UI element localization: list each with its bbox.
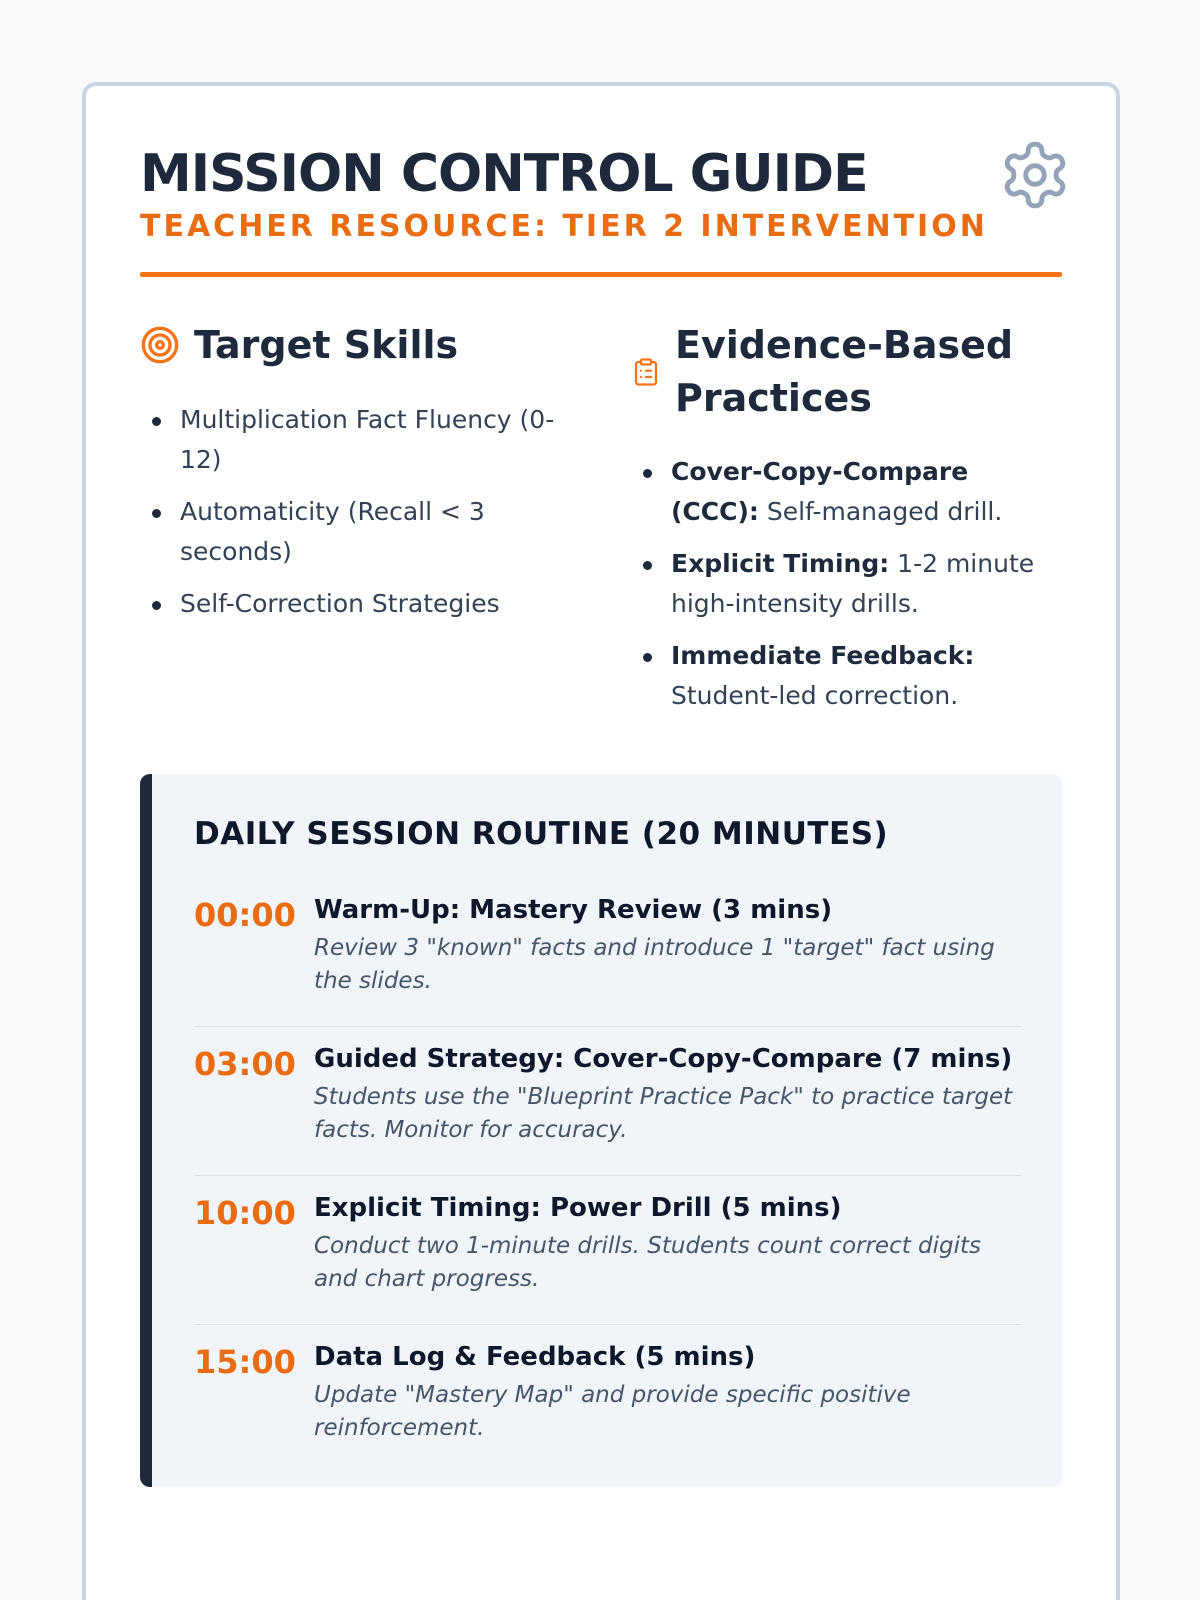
step-title: Data Log & Feedback (5 mins) [314,1342,756,1373]
step-description: Conduct two 1-minute drills. Students count correct digits and chart progress. [314,1233,982,1293]
routine-step [194,1176,1022,1325]
step-title: Explicit Timing: Power Drill (5 mins) [314,1193,842,1224]
header [140,146,1062,244]
step-body [314,1339,1022,1445]
practice-desc: 1-2 minute high-intensity drills. [671,549,1035,619]
practices-list [641,452,1062,716]
target-icon [140,325,180,365]
routine-step [194,1027,1022,1176]
list-item: Automaticity (Recall < 3 seconds) [150,492,571,572]
target-skills-list [150,400,571,624]
routine-heading: DAILY SESSION ROUTINE (20 MINUTES) [194,816,889,853]
step-time: 03:00 [194,1045,296,1084]
step-body [314,892,1022,998]
routine-panel [140,774,1062,1487]
gear-icon[interactable] [998,138,1072,212]
list-item: Self-Correction Strategies [150,584,571,624]
step-time: 00:00 [194,896,296,935]
page-title: MISSION CONTROL GUIDE [140,144,868,204]
guide-card [82,82,1120,1600]
step-title: Guided Strategy: Cover-Copy-Compare (7 mins) [314,1044,1013,1075]
target-skills-heading: Target Skills [194,323,459,368]
list-item [641,452,1062,532]
step-description: Review 3 "known" facts and introduce 1 "target" fact using the slides. [314,935,995,995]
routine-step [194,878,1022,1027]
step-body [314,1041,1022,1147]
practices-heading: Evidence-Based Practices [675,323,1014,420]
practices-header [631,319,1062,424]
practices-section [611,319,1062,728]
info-columns [140,319,1062,728]
step-description: Update "Mastery Map" and provide specific positive reinforcement. [314,1382,911,1442]
practice-term: Explicit Timing: [671,549,890,579]
header-divider [140,272,1062,277]
target-skills-section [140,319,611,728]
list-item: Multiplication Fact Fluency (0-12) [150,400,571,480]
target-skills-header [140,319,571,371]
routine-step [194,1325,1022,1451]
page-subtitle: TEACHER RESOURCE: TIER 2 INTERVENTION [140,209,988,245]
practice-desc: Self-managed drill. [766,497,1003,527]
step-description: Students use the "Blueprint Practice Pack" to practice target facts. Monitor for accuracy. [314,1084,1013,1144]
practice-desc: Student-led correction. [671,681,959,711]
practice-term: Cover-Copy-Compare (CCC): [671,457,969,527]
step-title: Warm-Up: Mastery Review (3 mins) [314,895,833,926]
practice-term: Immediate Feedback: [671,641,975,671]
list-item [641,544,1062,624]
step-time: 15:00 [194,1343,296,1382]
step-time: 10:00 [194,1194,296,1233]
list-item [641,636,1062,716]
step-body [314,1190,1022,1296]
clipboard-icon [631,357,661,387]
